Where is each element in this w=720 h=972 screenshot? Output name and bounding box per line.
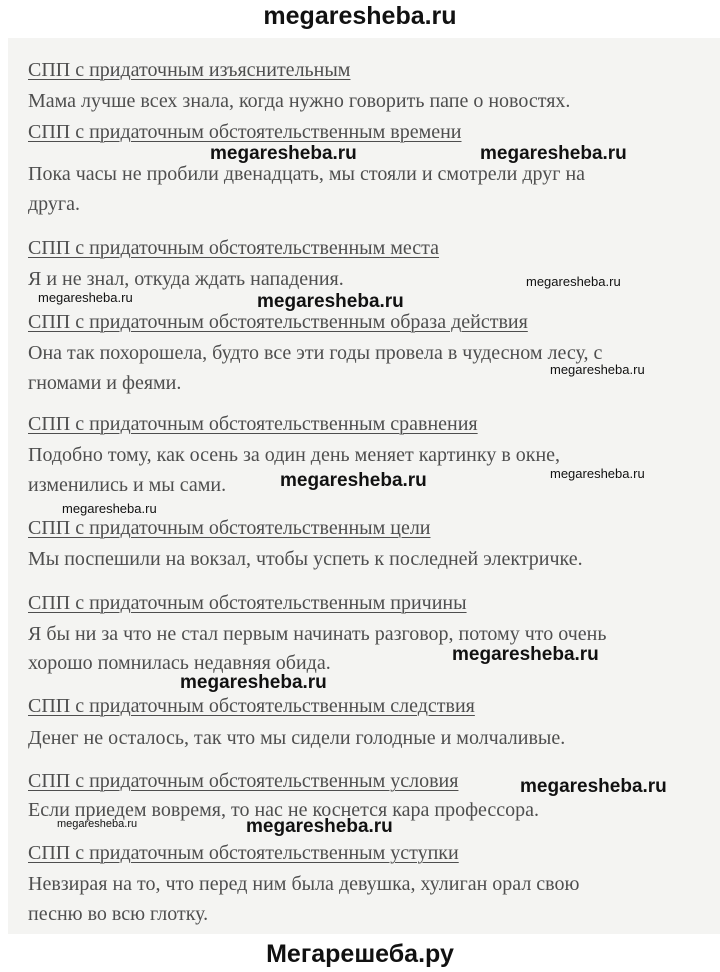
watermark: megaresheba.ru — [180, 672, 327, 693]
watermark: megaresheba.ru — [526, 274, 621, 289]
site-header: megaresheba.ru — [263, 2, 457, 30]
sentence-text: Я и не знал, откуда ждать нападения. — [28, 268, 344, 290]
watermark: megaresheba.ru — [550, 362, 645, 377]
watermark: megaresheba.ru — [62, 501, 157, 516]
sentence-text: Я бы ни за что не стал первым начинать разговор, потому что очень — [28, 623, 607, 645]
watermark: megaresheba.ru — [57, 818, 138, 830]
heading-explanatory: СПП с придаточным изъяснительным — [28, 59, 351, 81]
watermark: megaresheba.ru — [38, 290, 133, 305]
sentence-text: Пока часы не пробили двенадцать, мы стояли и смотрели друг на — [28, 163, 586, 185]
sentence-text: Мама лучше всех знала, когда нужно говорить папе о новостях. — [28, 90, 571, 112]
watermark: megaresheba.ru — [280, 470, 427, 491]
watermark: megaresheba.ru — [246, 816, 393, 837]
watermark: megaresheba.ru — [520, 776, 667, 797]
heading-consequence: СПП с придаточным обстоятельственным следствия — [28, 695, 475, 717]
sentence-text: песню во всю глотку. — [28, 903, 209, 925]
sentence-text: друга. — [28, 193, 80, 215]
heading-cause: СПП с придаточным обстоятельственным причины — [28, 592, 467, 614]
sentence-text: хорошо помнилась недавняя обида. — [28, 652, 331, 674]
heading-place: СПП с придаточным обстоятельственным места — [28, 237, 440, 259]
sentence-text: изменились и мы сами. — [28, 474, 227, 496]
sentence-text: Невзирая на то, что перед ним была девушка, хулиган орал свою — [28, 873, 580, 895]
sentence-text: Денег не осталось, так что мы сидели голодные и молчаливые. — [28, 727, 566, 749]
sentence-text: Подобно тому, как осень за один день меняет картинку в окне, — [28, 444, 561, 466]
watermark: megaresheba.ru — [480, 143, 627, 164]
sentence-text: Если приедем вовремя, то нас не коснется кара профессора. — [28, 799, 540, 821]
sentence-text: Мы поспешили на вокзал, чтобы успеть к последней электричке. — [28, 548, 583, 570]
heading-purpose: СПП с придаточным обстоятельственным цели — [28, 517, 431, 539]
heading-concession: СПП с придаточным обстоятельственным уступки — [28, 842, 459, 864]
heading-comparison: СПП с придаточным обстоятельственным сравнения — [28, 413, 478, 435]
watermark: megaresheba.ru — [452, 644, 599, 665]
watermark: megaresheba.ru — [257, 291, 404, 312]
watermark: megaresheba.ru — [550, 466, 645, 481]
watermark: megaresheba.ru — [210, 143, 357, 164]
sentence-text: Она так похорошела, будто все эти годы провела в чудесном лесу, с — [28, 342, 603, 364]
heading-condition: СПП с придаточным обстоятельственным условия — [28, 770, 459, 792]
heading-time: СПП с придаточным обстоятельственным времени — [28, 121, 462, 143]
site-footer: Мегарешеба.ру — [266, 940, 454, 968]
sentence-text: гномами и феями. — [28, 372, 182, 394]
heading-manner: СПП с придаточным обстоятельственным образа действия — [28, 311, 528, 333]
